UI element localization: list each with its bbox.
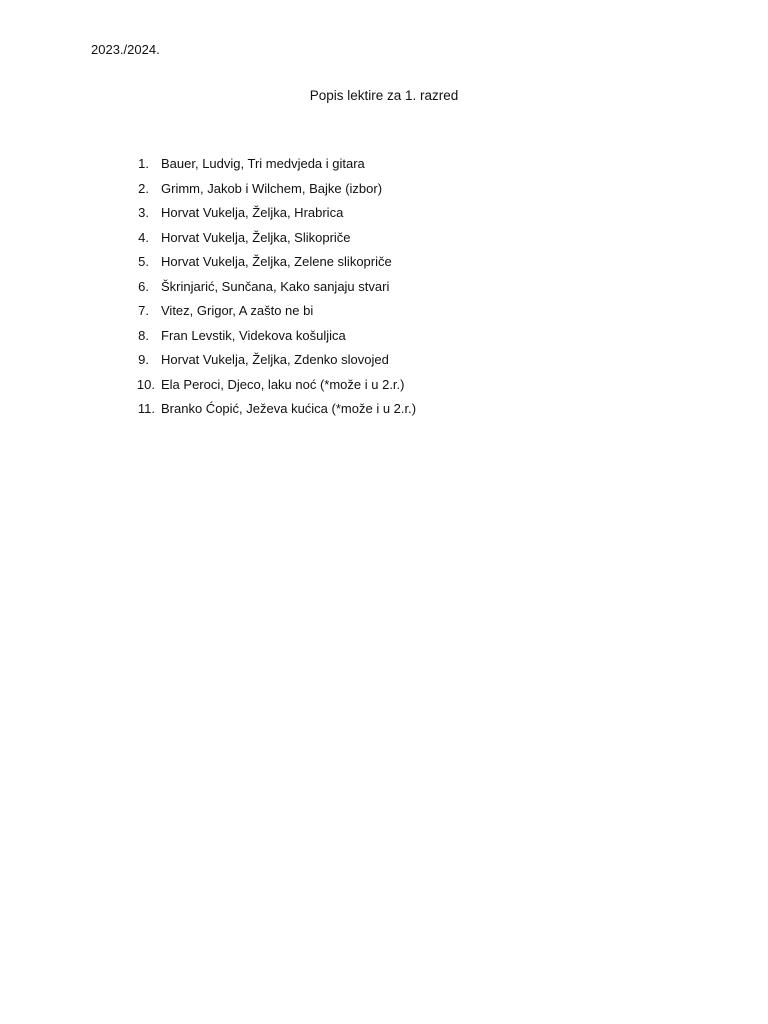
list-item: [130, 400, 416, 425]
list-item-text: Bauer, Ludvig, Tri medvjeda i gitara: [161, 156, 365, 171]
list-item-number: 2.: [138, 180, 149, 196]
list-item-text: Vitez, Grigor, A zašto ne bi: [161, 303, 314, 318]
list-item-number: 11.: [137, 401, 155, 416]
list-item: [130, 376, 416, 401]
list-item-number: 10.: [136, 376, 155, 392]
list-item-number: 7.: [138, 303, 149, 318]
list-item: [130, 253, 416, 278]
list-item-text: Horvat Vukelja, Željka, Zelene slikopriče: [161, 254, 392, 269]
list-item: [130, 204, 416, 229]
list-item: [130, 327, 416, 352]
list-item: [130, 278, 416, 303]
list-item-number: 1.: [138, 156, 149, 171]
list-item-text: Ela Peroci, Djeco, laku noć (*može i u 2.r.): [161, 376, 405, 392]
list-item-text: Fran Levstik, Videkova košuljica: [161, 327, 346, 343]
list-item: [130, 351, 416, 376]
list-item-text: Horvat Vukelja, Željka, Zdenko slovojed: [161, 352, 389, 367]
list-item-number: 3.: [138, 205, 149, 220]
page-title: Popis lektire za 1. razred: [309, 88, 459, 103]
list-item-text: Horvat Vukelja, Željka, Slikopriče: [161, 229, 351, 245]
list-item-text: Branko Ćopić, Ježeva kućica (*može i u 2.r.): [161, 401, 417, 416]
list-item-text: Horvat Vukelja, Željka, Hrabrica: [161, 205, 344, 220]
list-item-number: 8.: [138, 327, 149, 343]
list-item-number: 9.: [138, 352, 149, 367]
list-item-number: 4.: [138, 229, 149, 245]
reading-list: [130, 155, 416, 425]
list-item-number: 6.: [138, 278, 149, 294]
list-item-text: Škrinjarić, Sunčana, Kako sanjaju stvari: [161, 278, 390, 294]
list-item-text: Grimm, Jakob i Wilchem, Bajke (izbor): [161, 180, 383, 196]
school-year: 2023./2024.: [91, 42, 160, 57]
list-item: [130, 229, 416, 254]
list-item-number: 5.: [138, 254, 149, 269]
list-item: [130, 180, 416, 205]
list-item: [130, 155, 416, 180]
list-item: [130, 302, 416, 327]
